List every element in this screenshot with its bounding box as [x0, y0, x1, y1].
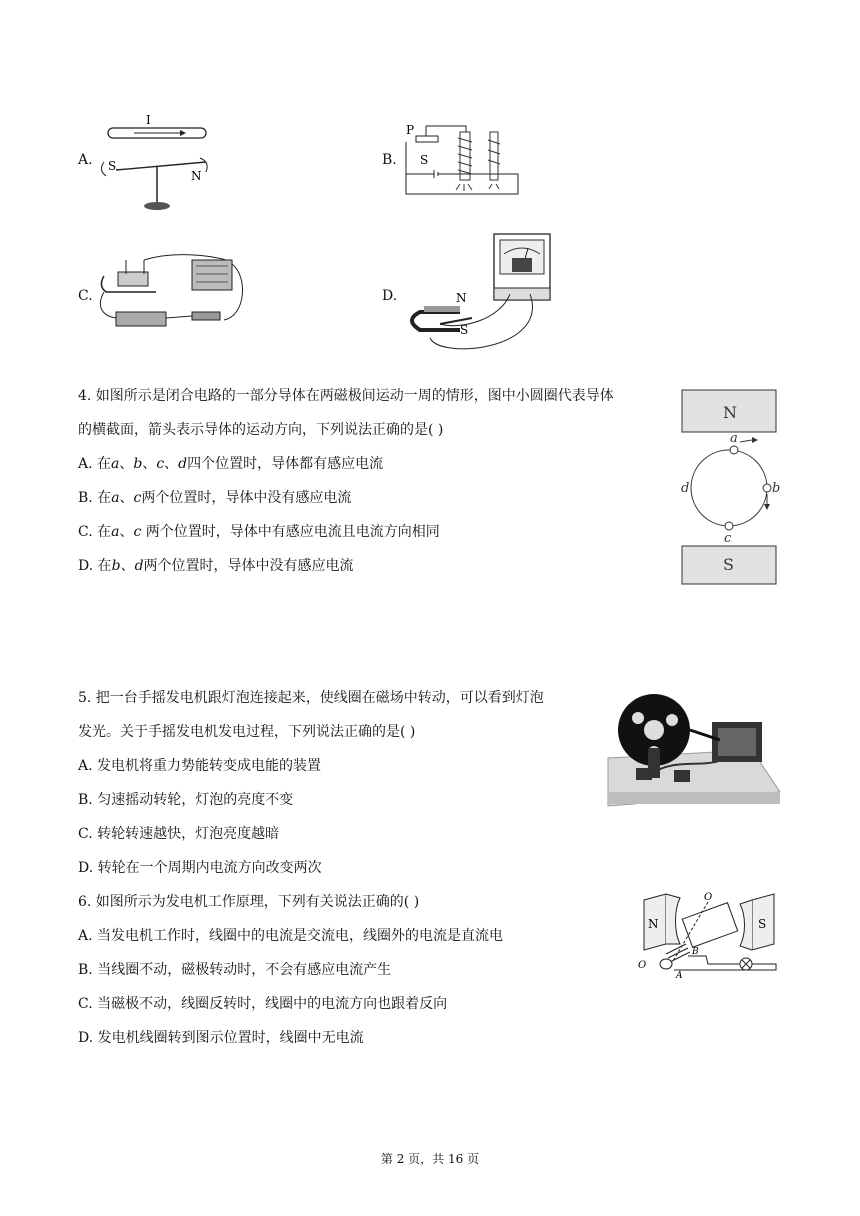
- svg-text:O: O: [638, 960, 647, 971]
- figure-option-c: [96, 246, 256, 342]
- svg-text:N: N: [191, 169, 202, 183]
- svg-text:N: N: [456, 291, 467, 305]
- figure-option-d: [400, 230, 560, 362]
- q4-option-c[interactable]: C. 在𝑎、𝑐 两个位置时，导体中有感应电流且电流方向相同: [78, 524, 440, 540]
- option-b-label: B.: [382, 152, 397, 168]
- q5-figure-hand-generator-photo: [602, 688, 782, 812]
- svg-text:N: N: [648, 917, 659, 931]
- svg-text:a: a: [730, 431, 738, 446]
- q6-option-b[interactable]: B. 当线圈不动，磁极转动时，不会有感应电流产生: [78, 962, 392, 978]
- svg-text:S: S: [420, 153, 429, 167]
- svg-text:b: b: [772, 481, 781, 496]
- q5-option-a[interactable]: A. 发电机将重力势能转变成电能的装置: [78, 758, 322, 774]
- q6-option-c[interactable]: C. 当磁极不动，线圈反转时，线圈中的电流方向也跟着反向: [78, 996, 448, 1012]
- q5-stem-line-2: 发光。关于手摇发电机发电过程，下列说法正确的是( ): [78, 724, 416, 740]
- q4-option-d[interactable]: D. 在𝑏、𝑑两个位置时，导体中没有感应电流: [78, 558, 354, 574]
- q4-stem-line-1: 4. 如图所示是闭合电路的一部分导体在两磁极间运动一周的情形，图中小圆圈代表导体: [78, 388, 614, 404]
- svg-text:O: O: [704, 892, 713, 903]
- q6-figure-generator-principle: [636, 888, 782, 984]
- svg-text:B: B: [692, 947, 699, 957]
- q6-option-a[interactable]: A. 当发电机工作时，线圈中的电流是交流电，线圈外的电流是直流电: [78, 928, 504, 944]
- svg-text:d: d: [681, 481, 690, 496]
- svg-text:A: A: [676, 971, 683, 981]
- option-c-label: C.: [78, 288, 93, 304]
- svg-text:I: I: [146, 113, 151, 127]
- q5-option-d[interactable]: D. 转轮在一个周期内电流方向改变两次: [78, 860, 322, 876]
- svg-text:S: S: [758, 917, 767, 931]
- q5-option-b[interactable]: B. 匀速摇动转轮，灯泡的亮度不变: [78, 792, 294, 808]
- q6-stem-line-1: 6. 如图所示为发电机工作原理，下列有关说法正确的( ): [78, 894, 420, 910]
- q5-option-c[interactable]: C. 转轮转速越快，灯泡亮度越暗: [78, 826, 280, 842]
- page-footer: 第 2 页，共 16 页: [380, 1152, 480, 1166]
- svg-text:S: S: [108, 159, 117, 173]
- svg-text:S: S: [460, 323, 469, 337]
- option-d-label: D.: [382, 288, 398, 304]
- figure-option-b: [398, 118, 528, 202]
- svg-text:S: S: [723, 555, 734, 574]
- q5-stem-line-1: 5. 把一台手摇发电机跟灯泡连接起来，使线圈在磁场中转动，可以看到灯泡: [78, 690, 544, 706]
- q6-option-d[interactable]: D. 发电机线圈转到图示位置时，线圈中无电流: [78, 1030, 364, 1046]
- q4-stem-line-2: 的横截面，箭头表示导体的运动方向，下列说法正确的是( ): [78, 422, 444, 438]
- svg-text:c: c: [724, 531, 732, 546]
- q4-figure-magnet-field: [676, 386, 782, 598]
- q4-option-a[interactable]: A. 在𝑎、𝑏、𝑐、𝑑四个位置时，导体都有感应电流: [78, 456, 384, 472]
- svg-text:N: N: [723, 403, 737, 422]
- q4-option-b[interactable]: B. 在𝑎、𝑐两个位置时，导体中没有感应电流: [78, 490, 352, 506]
- svg-text:P: P: [406, 123, 415, 137]
- option-a-label: A.: [78, 152, 93, 168]
- figure-option-a: [96, 110, 226, 214]
